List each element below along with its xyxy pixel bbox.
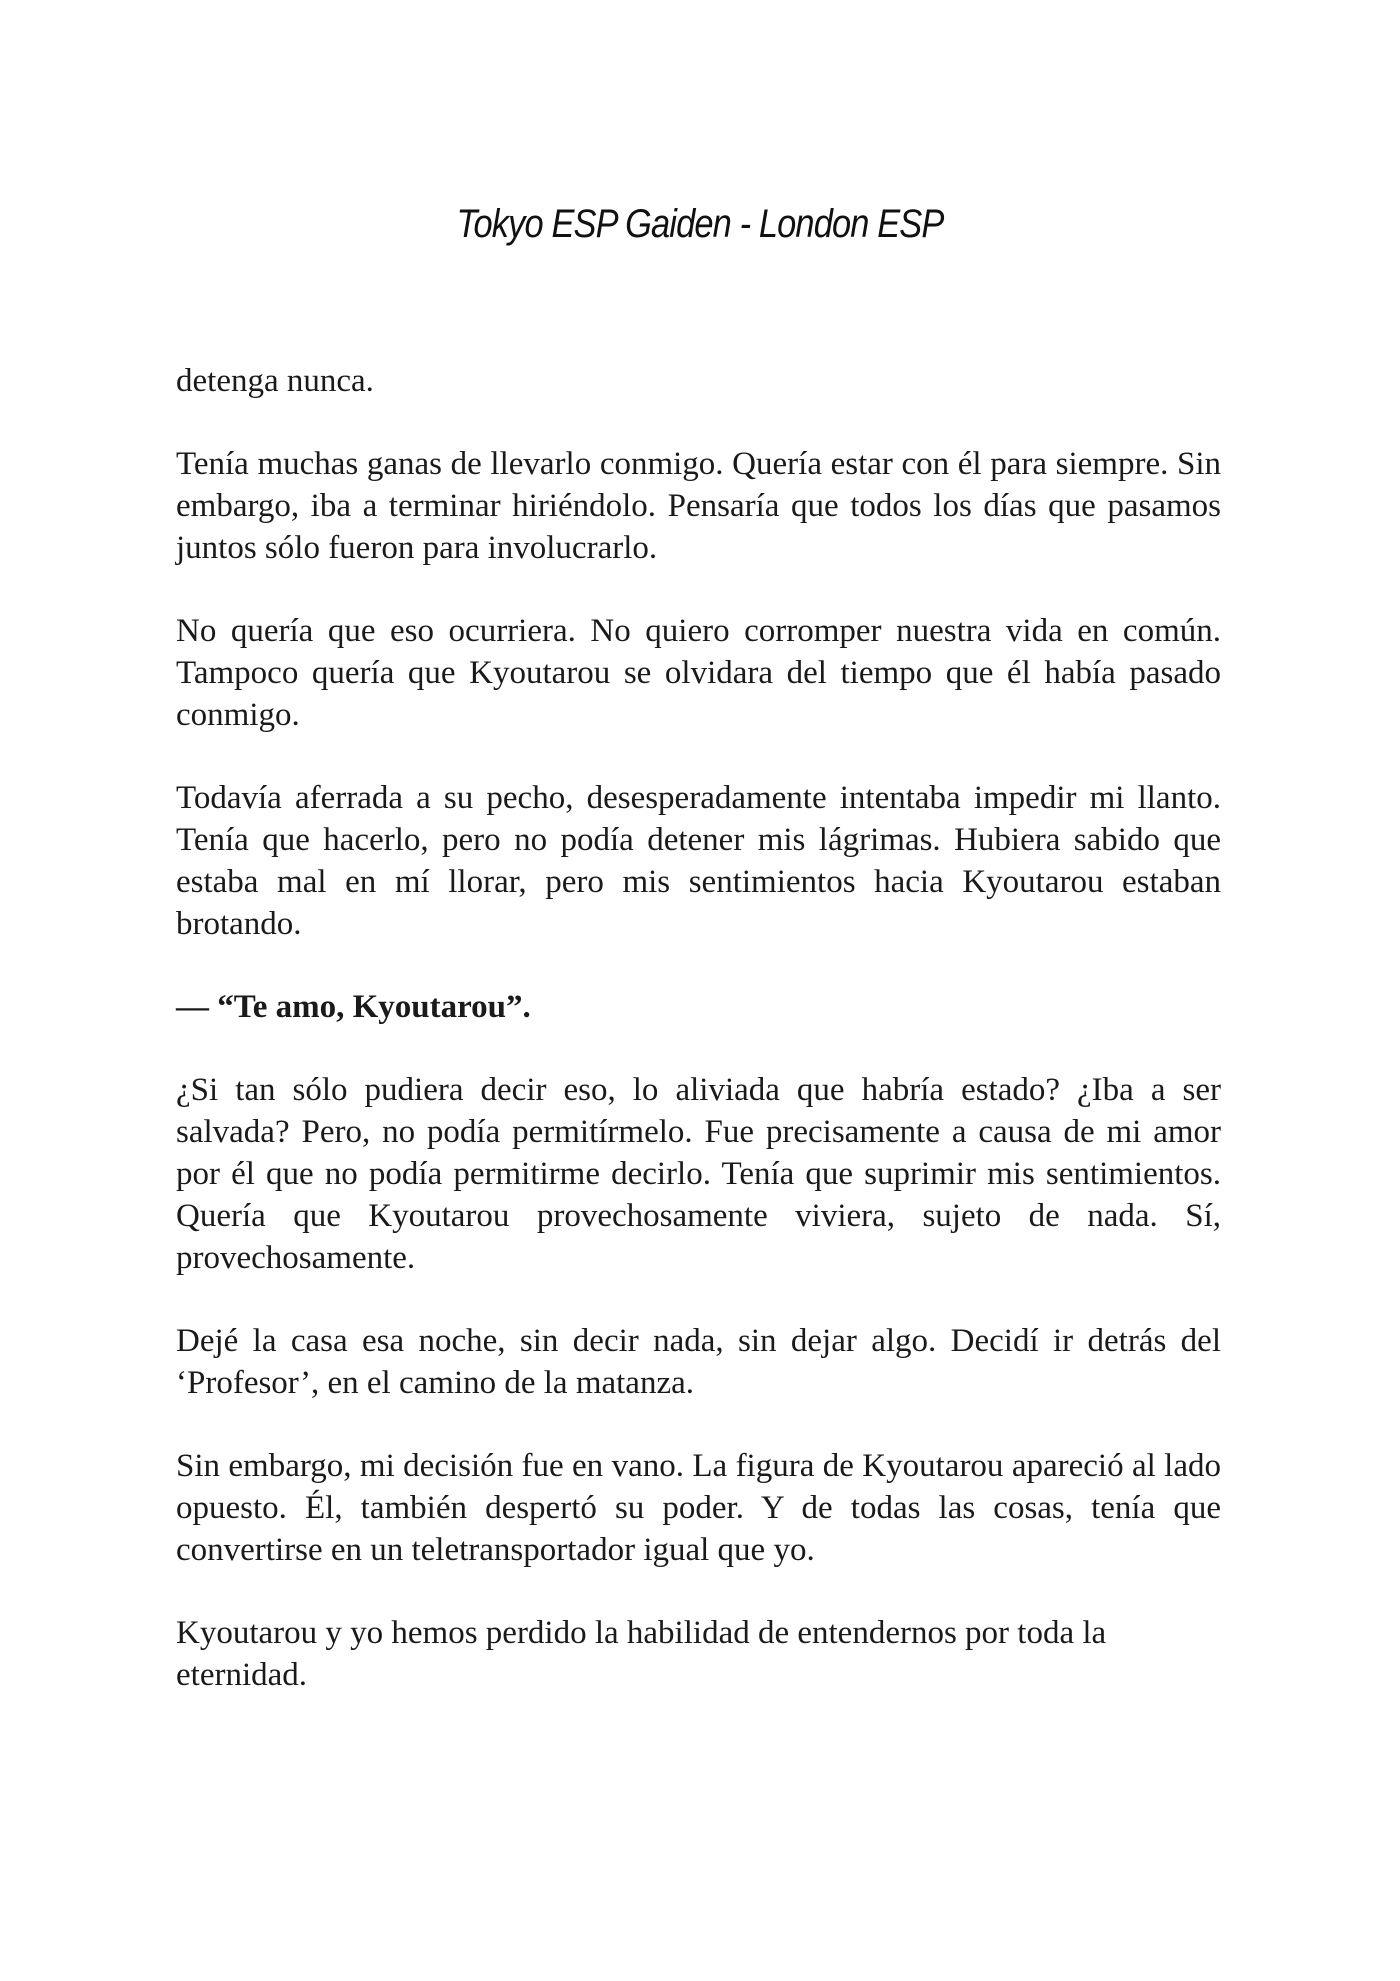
paragraph: Todavía aferrada a su pecho, desesperadamente intentaba impedir mi llanto. Tenía que hacerlo, pero no podía detener mis lágrimas. Hubiera sabido que estaba mal en mí llorar, pero mis sentimientos hacia Kyoutarou estaban brotando. [176,780,1221,942]
body-text [176,360,1221,1737]
dialogue-line: — “Te amo, Kyoutarou”. [176,989,531,1025]
paragraph: Kyoutarou y yo hemos perdido la habilidad de entendernos por toda la eternidad. [176,1615,1107,1693]
paragraph: Dejé la casa esa noche, sin decir nada, sin dejar algo. Decidí ir detrás del ‘Profesor’, en el camino de la matanza. [176,1323,1221,1401]
paragraph: Sin embargo, mi decisión fue en vano. La figura de Kyoutarou apareció al lado opuesto. Él, también despertó su poder. Y de todas las cosas, tenía que convertirse en un teletransportador igual que yo. [176,1448,1221,1568]
paragraph: ¿Si tan sólo pudiera decir eso, lo aliviada que habría estado? ¿Iba a ser salvada? Pero, no podía permitírmelo. Fue precisamente a causa de mi amor por él que no podía permitirme decirlo. Tenía que suprimir mis sentimientos. Quería que Kyoutarou provechosamente viviera, sujeto de nada. Sí, provechosamente. [176,1072,1221,1276]
paragraph: detenga nunca. [176,363,374,399]
paragraph: Tenía muchas ganas de llevarlo conmigo. Quería estar con él para siempre. Sin embargo, iba a terminar hiriéndolo. Pensaría que todos los días que pasamos juntos sólo fueron para involucrarlo. [176,446,1221,566]
paragraph: No quería que eso ocurriera. No quiero corromper nuestra vida en común. Tampoco quería que Kyoutarou se olvidara del tiempo que él había pasado conmigo. [176,613,1221,733]
running-header-title: Tokyo ESP Gaiden - London ESP [456,202,944,246]
